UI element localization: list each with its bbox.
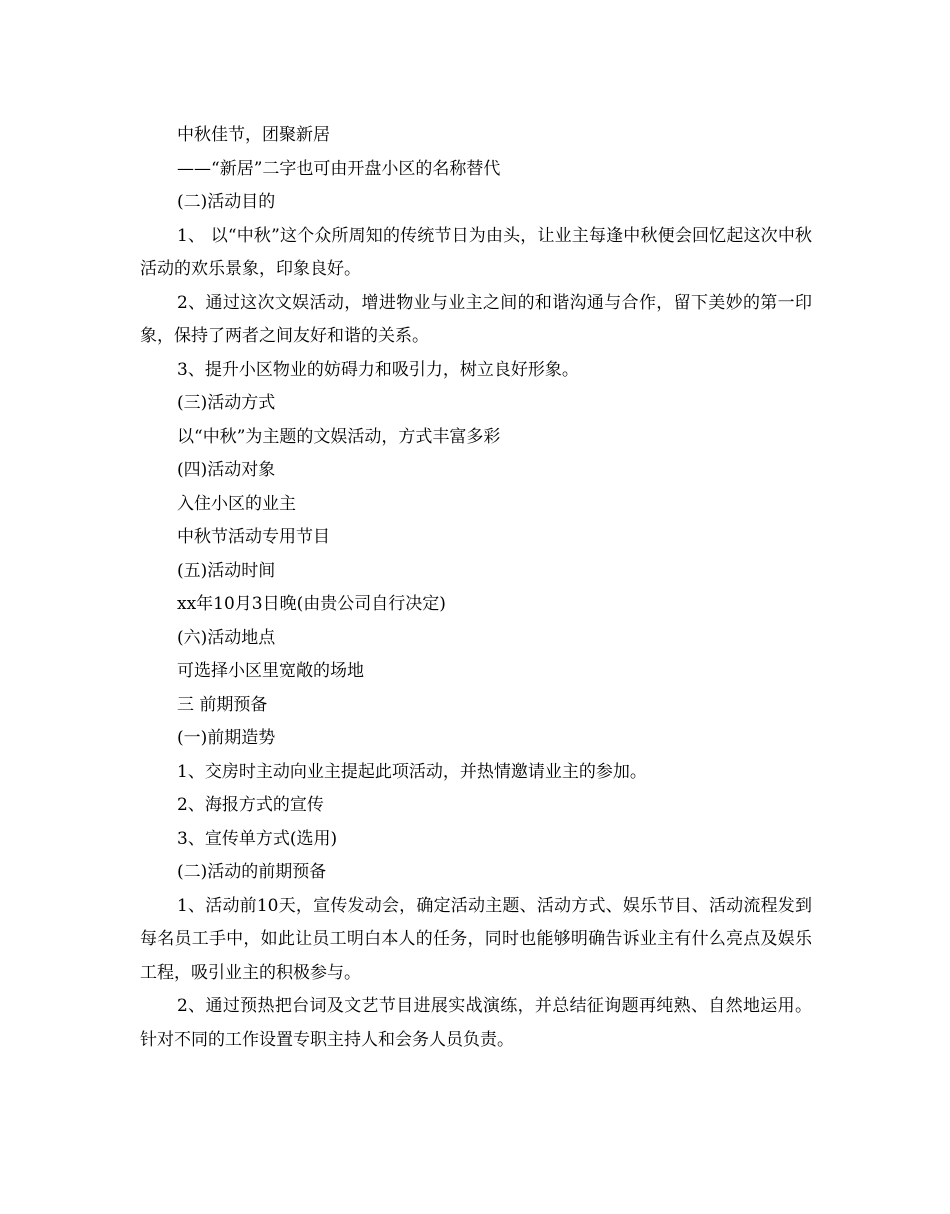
paragraph-purpose-2: 2、通过这次文娱活动，增进物业与业主之间的和谐沟通与合作，留下美妙的第一印象，保持了两者之间友好和谐的关系。 [140, 292, 812, 346]
paragraph-preparation-1: 1、活动前10天，宣传发动会，确定活动主题、活动方式、娱乐节目、活动流程发到每名员工手中，如此让员工明白本人的任务，同时也能够明确告诉业主有什么亮点及娱乐工程，吸引业主的积极参与。 [140, 895, 812, 983]
heading-promotion: (一)前期造势 [177, 728, 276, 748]
paragraph-location: 可选择小区里宽敞的场地 [177, 661, 364, 681]
heading-activity-audience: (四)活动对象 [177, 460, 276, 480]
paragraph-method: 以“中秋”为主题的文娱活动，方式丰富多彩 [177, 426, 501, 447]
paragraph-program: 中秋节活动专用节目 [177, 527, 330, 547]
heading-activity-time: (五)活动时间 [177, 560, 276, 581]
paragraph-theme: 中秋佳节，团聚新居 [177, 125, 330, 145]
paragraph-promotion-1: 1、交房时主动向业主提起此项活动，并热情邀请业主的参加。 [177, 761, 647, 782]
paragraph-purpose-1: 1、 以“中秋”这个众所周知的传统节日为由头，让业主每逢中秋便会回忆起这次中秋活动的欢乐景象，印象良好。 [140, 225, 812, 279]
heading-activity-purpose: (二)活动目的 [177, 192, 276, 212]
heading-activity-location: (六)活动地点 [177, 627, 276, 648]
paragraph-purpose-3: 3、提升小区物业的妨碍力和吸引力，树立良好形象。 [177, 359, 579, 380]
paragraph-promotion-2: 2、海报方式的宣传 [177, 795, 324, 815]
paragraph-time: xx年10月3日晚(由贵公司自行决定) [177, 594, 446, 614]
heading-preparation: 三 前期预备 [177, 694, 268, 715]
paragraph-theme-note: ——“新居”二字也可由开盘小区的名称替代 [177, 158, 501, 179]
paragraph-promotion-3: 3、宣传单方式(选用) [177, 828, 338, 849]
paragraph-audience: 入住小区的业主 [177, 493, 296, 514]
document-body [140, 119, 812, 1057]
heading-activity-method: (三)活动方式 [177, 393, 276, 413]
paragraph-preparation-2: 2、通过预热把台词及文艺节目进展实战演练，并总结征询题再纯熟、自然地运用。针对不同的工作设置专职主持人和会务人员负责。 [140, 996, 812, 1050]
heading-pre-activity-preparation: (二)活动的前期预备 [177, 862, 327, 882]
